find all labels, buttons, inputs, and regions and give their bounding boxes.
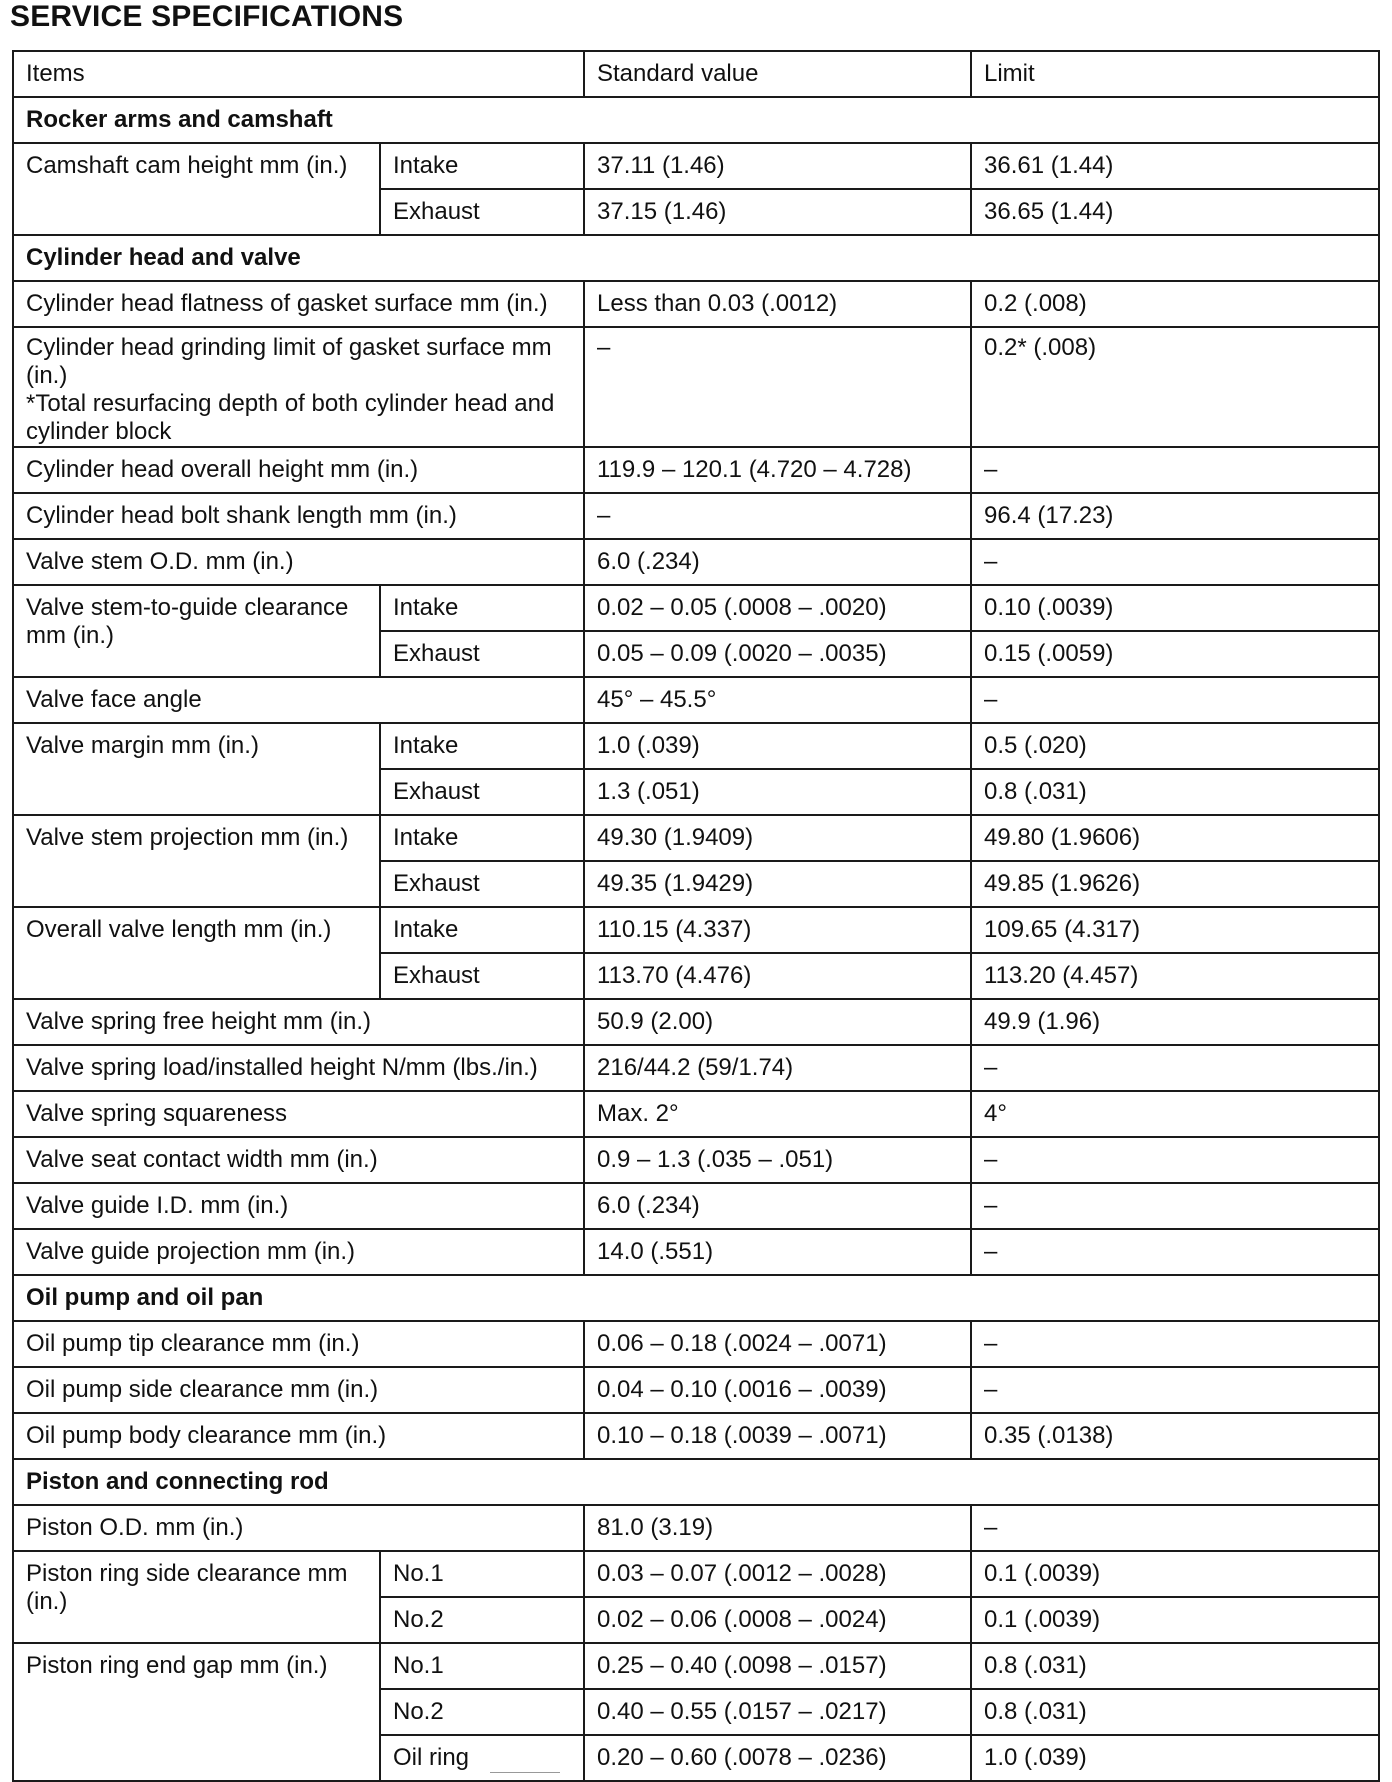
- limit-value: 0.10 (.0039): [971, 585, 1379, 631]
- limit-value: 96.4 (17.23): [971, 493, 1379, 539]
- standard-value: 14.0 (.551): [584, 1229, 971, 1275]
- standard-value: 0.9 – 1.3 (.035 – .051): [584, 1137, 971, 1183]
- limit-value: 109.65 (4.317): [971, 907, 1379, 953]
- standard-value: 0.05 – 0.09 (.0020 – .0035): [584, 631, 971, 677]
- limit-value: 1.0 (.039): [971, 1735, 1379, 1781]
- item-label: Piston ring end gap mm (in.): [13, 1643, 380, 1781]
- limit-value: 0.8 (.031): [971, 769, 1379, 815]
- limit-value: 0.1 (.0039): [971, 1597, 1379, 1643]
- limit-value: 0.8 (.031): [971, 1643, 1379, 1689]
- standard-value: 0.03 – 0.07 (.0012 – .0028): [584, 1551, 971, 1597]
- table-row: [13, 1321, 1379, 1367]
- table-row: [13, 1045, 1379, 1091]
- section-title: Piston and connecting rod: [13, 1459, 1379, 1505]
- table-row: [13, 1183, 1379, 1229]
- limit-value: 49.9 (1.96): [971, 999, 1379, 1045]
- standard-value: 0.02 – 0.05 (.0008 – .0020): [584, 585, 971, 631]
- item-label: Valve stem projection mm (in.): [13, 815, 380, 907]
- page-title: SERVICE SPECIFICATIONS: [10, 0, 404, 33]
- page-edge-mark: [490, 1772, 560, 1776]
- sub-label: Intake: [380, 907, 584, 953]
- item-label: Cylinder head bolt shank length mm (in.): [13, 493, 584, 539]
- sub-label: Intake: [380, 143, 584, 189]
- table-row: [13, 327, 1379, 447]
- standard-value: 1.0 (.039): [584, 723, 971, 769]
- sub-label: Exhaust: [380, 189, 584, 235]
- table-row: [13, 1413, 1379, 1459]
- limit-value: 36.61 (1.44): [971, 143, 1379, 189]
- standard-value: 119.9 – 120.1 (4.720 – 4.728): [584, 447, 971, 493]
- standard-value: –: [584, 327, 971, 447]
- sub-label: No.1: [380, 1551, 584, 1597]
- sub-label: Exhaust: [380, 953, 584, 999]
- limit-value: 49.80 (1.9606): [971, 815, 1379, 861]
- section-row: [13, 1459, 1379, 1505]
- limit-value: 49.85 (1.9626): [971, 861, 1379, 907]
- item-label: Cylinder head overall height mm (in.): [13, 447, 584, 493]
- table-row: [13, 1367, 1379, 1413]
- table-row: [13, 723, 1379, 769]
- item-label: Oil pump body clearance mm (in.): [13, 1413, 584, 1459]
- section-title: Rocker arms and camshaft: [13, 97, 1379, 143]
- item-label: Valve spring load/installed height N/mm (lbs./in.): [13, 1045, 584, 1091]
- sub-label: Exhaust: [380, 631, 584, 677]
- sub-label: Intake: [380, 815, 584, 861]
- standard-value: 113.70 (4.476): [584, 953, 971, 999]
- table-row: [13, 1229, 1379, 1275]
- item-label: Piston O.D. mm (in.): [13, 1505, 584, 1551]
- section-title: Cylinder head and valve: [13, 235, 1379, 281]
- sub-label: Exhaust: [380, 861, 584, 907]
- item-text: Cylinder head grinding limit of gasket surface mm (in.): [26, 334, 552, 389]
- table-row: [13, 677, 1379, 723]
- item-label: Valve seat contact width mm (in.): [13, 1137, 584, 1183]
- standard-value: 0.02 – 0.06 (.0008 – .0024): [584, 1597, 971, 1643]
- limit-value: –: [971, 447, 1379, 493]
- table-row: [13, 1643, 1379, 1689]
- table-row: [13, 815, 1379, 861]
- standard-value: 6.0 (.234): [584, 1183, 971, 1229]
- standard-value: 0.04 – 0.10 (.0016 – .0039): [584, 1367, 971, 1413]
- standard-value: –: [584, 493, 971, 539]
- table-row: [13, 907, 1379, 953]
- limit-value: –: [971, 677, 1379, 723]
- limit-value: 0.1 (.0039): [971, 1551, 1379, 1597]
- item-label: Valve margin mm (in.): [13, 723, 380, 815]
- limit-value: 0.8 (.031): [971, 1689, 1379, 1735]
- table-row: [13, 585, 1379, 631]
- limit-value: 0.2* (.008): [971, 327, 1379, 447]
- standard-value: Less than 0.03 (.0012): [584, 281, 971, 327]
- item-label: Valve stem-to-guide clearance mm (in.): [13, 585, 380, 677]
- item-label: Oil pump tip clearance mm (in.): [13, 1321, 584, 1367]
- standard-value: 81.0 (3.19): [584, 1505, 971, 1551]
- limit-value: –: [971, 1505, 1379, 1551]
- item-label: Overall valve length mm (in.): [13, 907, 380, 999]
- table-header-row: [13, 51, 1379, 97]
- item-label: Valve face angle: [13, 677, 584, 723]
- header-standard-value: Standard value: [584, 51, 971, 97]
- limit-value: 0.15 (.0059): [971, 631, 1379, 677]
- standard-value: 49.35 (1.9429): [584, 861, 971, 907]
- standard-value: 110.15 (4.337): [584, 907, 971, 953]
- limit-value: 0.35 (.0138): [971, 1413, 1379, 1459]
- limit-value: –: [971, 1229, 1379, 1275]
- table-row: [13, 1505, 1379, 1551]
- limit-value: 0.5 (.020): [971, 723, 1379, 769]
- standard-value: 216/44.2 (59/1.74): [584, 1045, 971, 1091]
- sub-label: Oil ring: [380, 1735, 584, 1781]
- service-specifications-table: [12, 50, 1380, 1782]
- standard-value: 45° – 45.5°: [584, 677, 971, 723]
- standard-value: 0.25 – 0.40 (.0098 – .0157): [584, 1643, 971, 1689]
- item-label: [13, 327, 584, 447]
- limit-value: 0.2 (.008): [971, 281, 1379, 327]
- standard-value: Max. 2°: [584, 1091, 971, 1137]
- sub-label: No.2: [380, 1597, 584, 1643]
- section-row: [13, 1275, 1379, 1321]
- item-label: Valve guide I.D. mm (in.): [13, 1183, 584, 1229]
- limit-value: 113.20 (4.457): [971, 953, 1379, 999]
- table-row: [13, 493, 1379, 539]
- item-label: Cylinder head flatness of gasket surface mm (in.): [13, 281, 584, 327]
- table-row: [13, 1551, 1379, 1597]
- table-row: [13, 281, 1379, 327]
- table-row: [13, 143, 1379, 189]
- section-row: [13, 235, 1379, 281]
- table-row: [13, 447, 1379, 493]
- limit-value: –: [971, 1045, 1379, 1091]
- standard-value: 0.20 – 0.60 (.0078 – .0236): [584, 1735, 971, 1781]
- standard-value: 0.06 – 0.18 (.0024 – .0071): [584, 1321, 971, 1367]
- table-row: [13, 1091, 1379, 1137]
- item-label: Valve guide projection mm (in.): [13, 1229, 584, 1275]
- item-label: Oil pump side clearance mm (in.): [13, 1367, 584, 1413]
- standard-value: 6.0 (.234): [584, 539, 971, 585]
- limit-value: –: [971, 539, 1379, 585]
- item-label: Piston ring side clearance mm (in.): [13, 1551, 380, 1643]
- sub-label: Intake: [380, 723, 584, 769]
- sub-label: Intake: [380, 585, 584, 631]
- table-row: [13, 1137, 1379, 1183]
- item-label: Valve spring free height mm (in.): [13, 999, 584, 1045]
- standard-value: 0.10 – 0.18 (.0039 – .0071): [584, 1413, 971, 1459]
- sub-label: No.2: [380, 1689, 584, 1735]
- item-label: Valve stem O.D. mm (in.): [13, 539, 584, 585]
- table-row: [13, 539, 1379, 585]
- sub-label: Exhaust: [380, 769, 584, 815]
- standard-value: 49.30 (1.9409): [584, 815, 971, 861]
- sub-label: No.1: [380, 1643, 584, 1689]
- limit-value: –: [971, 1183, 1379, 1229]
- standard-value: 1.3 (.051): [584, 769, 971, 815]
- limit-value: –: [971, 1367, 1379, 1413]
- standard-value: 0.40 – 0.55 (.0157 – .0217): [584, 1689, 971, 1735]
- limit-value: 4°: [971, 1091, 1379, 1137]
- limit-value: –: [971, 1137, 1379, 1183]
- item-label: Valve spring squareness: [13, 1091, 584, 1137]
- limit-value: –: [971, 1321, 1379, 1367]
- standard-value: 37.11 (1.46): [584, 143, 971, 189]
- limit-value: 36.65 (1.44): [971, 189, 1379, 235]
- section-row: [13, 97, 1379, 143]
- item-label: Camshaft cam height mm (in.): [13, 143, 380, 235]
- item-note: *Total resurfacing depth of both cylinder head and cylinder block: [26, 390, 555, 445]
- standard-value: 37.15 (1.46): [584, 189, 971, 235]
- section-title: Oil pump and oil pan: [13, 1275, 1379, 1321]
- table-row: [13, 999, 1379, 1045]
- header-limit: Limit: [971, 51, 1379, 97]
- header-items: Items: [13, 51, 584, 97]
- standard-value: 50.9 (2.00): [584, 999, 971, 1045]
